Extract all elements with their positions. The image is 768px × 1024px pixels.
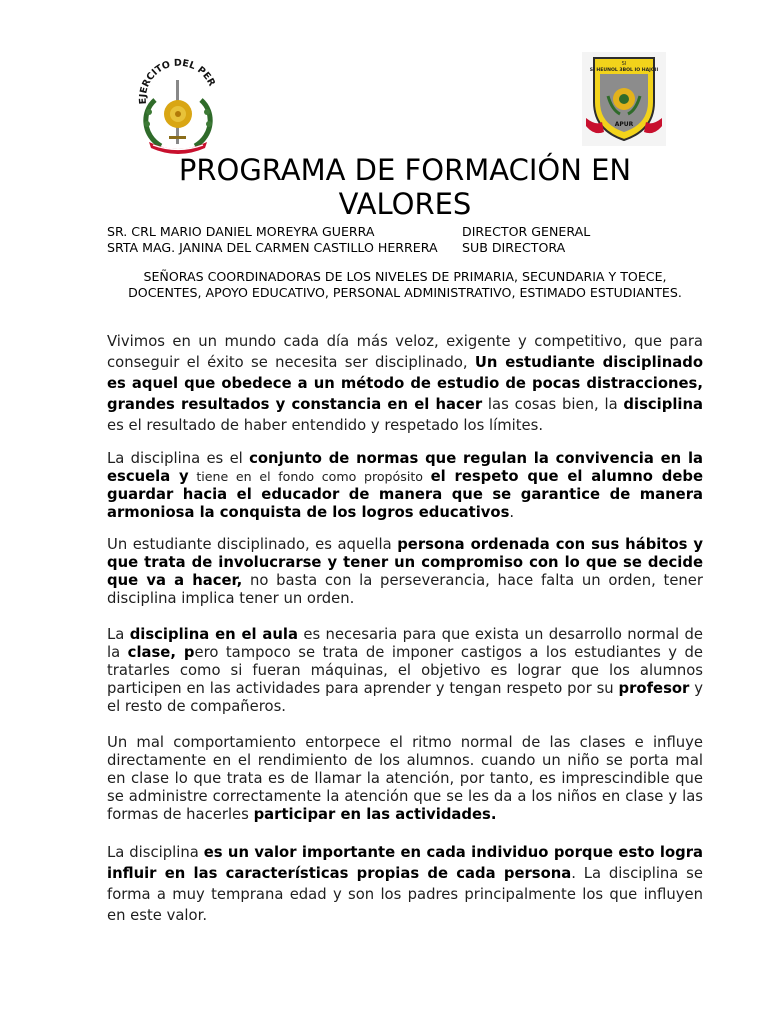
paragraph-bold-text: profesor — [618, 680, 690, 697]
paragraph-text: y el resto de compañeros. — [107, 680, 703, 715]
svg-text:SI: SI — [621, 61, 627, 67]
paragraph-text: tiene en el fondo como propósito — [188, 469, 431, 484]
body-paragraph-5 — [107, 734, 703, 824]
paragraph-text: es el resultado de haber entendido y respetado los límites. — [107, 417, 544, 434]
paragraph-text: La disciplina — [107, 844, 204, 861]
paragraph-bold-text: disciplina en el aula — [129, 626, 298, 643]
paragraph-text: La — [107, 626, 130, 643]
paragraph-bold-text: conjunto de normas que regulan la convivencia en la escuela y — [107, 450, 703, 485]
paragraph-bold-text: persona ordenada con sus hábitos y que trata de involucrarse y tener un compromiso con lo que se decide que va a hacer, — [107, 536, 703, 589]
paragraph-text: no basta con la perseverancia, hace falta un orden, tener disciplina implica tener un orden. — [107, 572, 703, 607]
school-shield-logo — [582, 52, 666, 146]
svg-text:EJERCITO DEL PERU — [133, 50, 217, 105]
greeting-block — [107, 269, 703, 300]
authority-row — [107, 240, 566, 255]
body-paragraph-4 — [107, 626, 703, 716]
body-paragraph-3 — [107, 536, 703, 608]
shield-bottom-text: APUR — [614, 121, 634, 128]
shield-top-text: SI HEUNOL 3BOL IO HAJOII — [589, 68, 659, 73]
document-title — [130, 153, 680, 221]
army-emblem-logo — [133, 50, 223, 154]
paragraph-text: las cosas bien, la — [482, 396, 624, 413]
paragraph-bold-text: es un valor importante en cada individuo porque esto logra influir en las características propias de cada persona — [107, 844, 703, 882]
paragraph-text: ero tampoco se trata de imponer castigos a los estudiantes y de tratarles como si fueran máquinas, el objetivo es lograr que los alumnos participen en las actividades para aprender y tengan respeto por su — [107, 644, 703, 697]
body-paragraph-6 — [107, 842, 703, 926]
body-paragraph-1 — [107, 331, 703, 436]
paragraph-bold-text: Un estudiante disciplinado es aquel que obedece a un método de estudio de pocas distracciones, grandes resultados y constancia en el hacer — [107, 354, 704, 413]
greeting-line-2: DOCENTES, APOYO EDUCATIVO, PERSONAL ADMINISTRATIVO, ESTIMADO ESTUDIANTES. — [128, 284, 682, 300]
paragraph-text: . — [509, 504, 515, 521]
title-line-2: VALORES — [338, 187, 472, 221]
body-paragraph-2 — [107, 450, 703, 522]
paragraph-text: Un estudiante disciplinado, es aquella — [107, 536, 398, 553]
paragraph-text: es necesaria para que exista un desarrollo normal de la — [107, 626, 703, 661]
title-line-1: PROGRAMA DE FORMACIÓN EN — [178, 153, 632, 187]
emblem-arc-text: EJERCITO DEL PER — [137, 57, 218, 105]
paragraph-text: Un mal comportamiento entorpece el ritmo normal de las clases e influye directamente en el rendimiento de los alumnos. cuando un niño se porta mal en clase lo que trata es de llamar la atención, por tanto, es imprescindible que se administre correctamente la atención que se les da a los niños en clase y las formas de hacerles — [107, 734, 703, 823]
authority-role: SUB DIRECTORA — [462, 240, 566, 255]
paragraph-text: . La disciplina se forma a muy temprana edad y son los padres principalmente los que influyen en este valor. — [107, 865, 703, 924]
greeting-line-1: SEÑORAS COORDINADORAS DE LOS NIVELES DE PRIMARIA, SECUNDARIA Y TOECE, — [143, 269, 667, 284]
authority-name: SRTA MAG. JANINA DEL CARMEN CASTILLO HERRERA — [107, 240, 438, 255]
paragraph-bold-text: el respeto que el alumno debe guardar hacia el educador de manera que se garantice de manera armoniosa la conquista de los logros educativos — [107, 468, 703, 521]
authority-role: DIRECTOR GENERAL — [462, 224, 591, 239]
authority-name: SR. CRL MARIO DANIEL MOREYRA GUERRA — [107, 224, 375, 239]
paragraph-text: Vivimos en un mundo cada día más veloz, exigente y competitivo, que para conseguir el éxito se necesita ser disciplinado, — [107, 333, 703, 371]
paragraph-text: La disciplina es el — [107, 450, 250, 467]
authority-row — [107, 224, 591, 239]
paragraph-bold-text: participar en las actividades. — [253, 806, 497, 823]
paragraph-bold-text: disciplina — [623, 396, 703, 413]
paragraph-bold-text: clase, p — [127, 644, 195, 661]
